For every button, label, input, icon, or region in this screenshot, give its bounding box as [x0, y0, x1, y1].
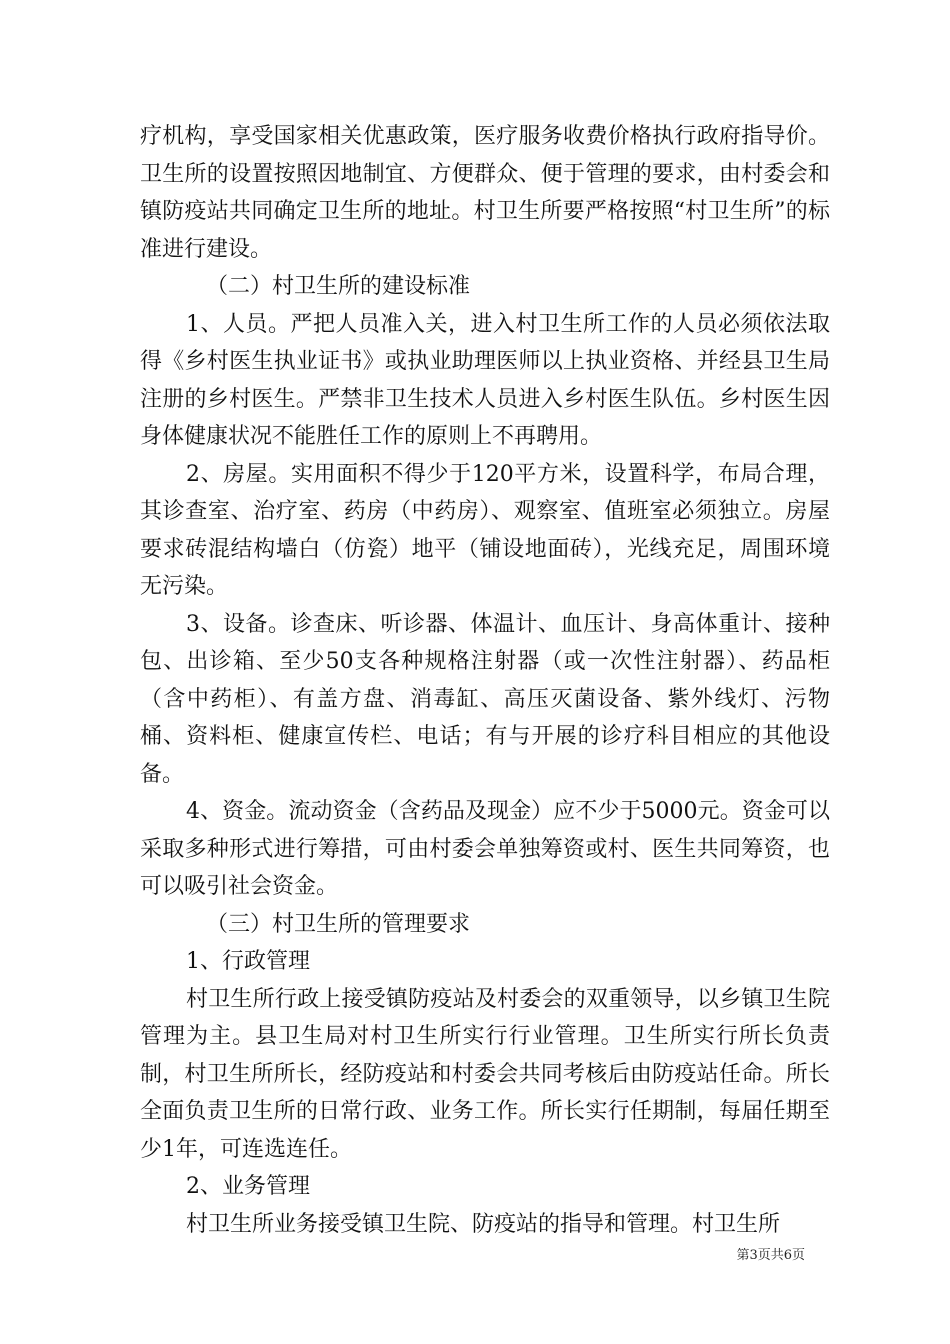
section-heading-construction-standards: （二）村卫生所的建设标准 — [206, 274, 471, 299]
paragraph-equipment: 3、设备。诊查床、听诊器、体温计、血压计、身高体重计、接种包、出诊箱、至少50支各种规格注射器（或一次性注射器）、药品柜（含中药柜）、有盖方盘、消毒缸、高压灭菌设备、紫外线灯、污物桶、资料柜、健康宣传栏、电话；有与开展的诊疗科目相应的其他设备。 — [140, 611, 830, 787]
document-body — [140, 118, 830, 1243]
paragraph-business-management: 村卫生所业务接受镇卫生院、防疫站的指导和管理。村卫生所 — [186, 1211, 781, 1237]
section-heading-management-requirements: （三）村卫生所的管理要求 — [206, 911, 471, 937]
subheading-administrative-management: 1、行政管理 — [186, 949, 310, 974]
paragraph-continuation: 疗机构，享受国家相关优惠政策，医疗服务收费价格执行政府指导价。卫生所的设置按照因地制宜、方便群众、便于管理的要求，由村委会和镇防疫站共同确定卫生所的地址。村卫生所要严格按照“村卫生所”的标准进行建设。 — [140, 124, 830, 262]
page-number-footer: 第3页共6页 — [736, 1248, 805, 1263]
paragraph-funds: 4、资金。流动资金（含药品及现金）应不少于5000元。资金可以采取多种形式进行筹措，可由村委会单独筹资或村、医生共同筹资，也可以吸引社会资金。 — [140, 799, 830, 899]
paragraph-personnel: 1、人员。严把人员准入关，进入村卫生所工作的人员必须依法取得《乡村医生执业证书》或执业助理医师以上执业资格、并经县卫生局注册的乡村医生。严禁非卫生技术人员进入乡村医生队伍。乡村医生因身体健康状况不能胜任工作的原则上不再聘用。 — [140, 311, 830, 449]
subheading-business-management: 2、业务管理 — [186, 1174, 310, 1199]
paragraph-housing: 2、房屋。实用面积不得少于120平方米，设置科学，布局合理，其诊查室、治疗室、药房（中药房）、观察室、值班室必须独立。房屋要求砖混结构墙白（仿瓷）地平（铺设地面砖），光线充足，周围环境无污染。 — [140, 461, 830, 599]
paragraph-administrative-management: 村卫生所行政上接受镇防疫站及村委会的双重领导，以乡镇卫生院管理为主。县卫生局对村卫生所实行行业管理。卫生所实行所长负责制，村卫生所所长，经防疫站和村委会共同考核后由防疫站任命。所长全面负责卫生所的日常行政、业务工作。所长实行任期制，每届任期至少1年，可连选连任。 — [140, 986, 830, 1162]
